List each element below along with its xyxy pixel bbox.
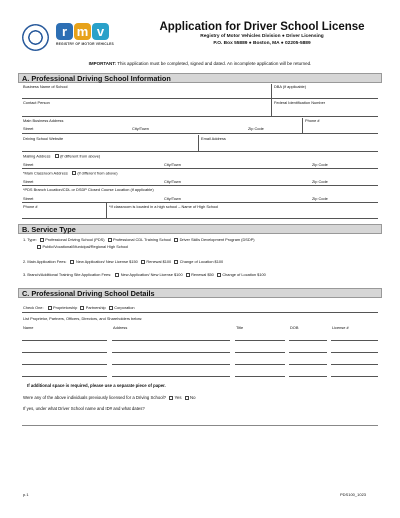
entity-corporation[interactable] (109, 305, 135, 310)
website-field[interactable] (22, 151, 378, 152)
street-label: Street (23, 162, 34, 167)
branch-location-label: *PDS Branch Location/CDL or DSDP Closed Course Location (if applicable) (23, 187, 154, 192)
type-option-dsdp[interactable] (174, 237, 255, 242)
service-type-row-2 (37, 244, 131, 249)
previous-license-no[interactable] (185, 395, 196, 400)
street-label: Street (23, 126, 34, 131)
owner-row-field[interactable] (331, 364, 378, 365)
phone-label: Phone # (23, 204, 38, 209)
previous-license-yes[interactable] (169, 395, 182, 400)
classroom-address-label: *Main Classroom Address (23, 170, 68, 176)
high-school-field[interactable] (22, 218, 378, 219)
checkbox[interactable] (109, 306, 113, 310)
logo-subtitle: REGISTRY OF MOTOR VEHICLES (56, 42, 114, 46)
zip-label: Zip Code (312, 196, 328, 201)
column-dob: DOB (290, 325, 299, 330)
divider (302, 118, 303, 134)
note-text: If additional space is required, please use a separate piece of paper. (27, 383, 166, 388)
type-label: 1. Type: (23, 237, 37, 242)
type-option-pds[interactable] (40, 237, 105, 242)
option-label: New Application/ New License $150 (75, 259, 138, 264)
column-name: Name (23, 325, 34, 330)
logo-letter-r: r (56, 23, 73, 40)
mailing-address-field[interactable] (22, 168, 378, 169)
email-label: Email Address (201, 136, 226, 141)
option-label: Partnership (85, 305, 106, 310)
option-label: Yes (174, 395, 182, 400)
owner-row-field[interactable] (331, 376, 378, 377)
owner-row-field[interactable] (22, 364, 107, 365)
owner-row-field[interactable] (112, 376, 230, 377)
classroom-address-row (23, 171, 118, 175)
branch-location-field[interactable] (22, 202, 378, 203)
main-fee-new[interactable] (70, 259, 137, 264)
dba-label: DBA (if applicable) (274, 84, 307, 89)
mailing-diff-label: (if different from above) (60, 153, 101, 159)
city-label: City/Town (164, 179, 181, 184)
column-title: Title (236, 325, 244, 330)
checkbox[interactable] (70, 260, 74, 264)
checkbox[interactable] (217, 273, 221, 277)
checkbox[interactable] (48, 306, 52, 310)
business-name-field[interactable] (22, 98, 378, 99)
phone-label: Phone # (305, 118, 320, 123)
entity-proprietorship[interactable] (48, 305, 78, 310)
owner-row-field[interactable] (112, 340, 230, 341)
rmv-logo (56, 23, 114, 46)
form-code: PDS100_1023 (340, 492, 367, 497)
logo-letter-v: v (92, 23, 109, 40)
main-fee-renewal[interactable] (141, 259, 171, 264)
state-seal-icon (22, 24, 49, 51)
owner-row-field[interactable] (289, 376, 327, 377)
option-label: Driver Skills Development Program (DSDP) (179, 237, 255, 242)
important-text: This application must be completed, signed and dated. An incomplete application will be returned. (117, 61, 312, 66)
checkbox[interactable] (37, 245, 41, 249)
previous-license-question: Were any of the above individuals previously licensed for a Driving School? (23, 395, 166, 400)
owner-row-field[interactable] (235, 340, 285, 341)
owner-row-field[interactable] (235, 352, 285, 353)
owner-row-field[interactable] (112, 352, 230, 353)
if-yes-question: If yes, under what Driver School name and ID# and what dates? (23, 406, 145, 411)
high-school-label: *If classroom is located in a high school – Name of High School (109, 204, 219, 209)
checkbox[interactable] (169, 396, 173, 400)
checkbox[interactable] (185, 396, 189, 400)
option-label: Change of Location $100 (179, 259, 224, 264)
zip-label: Zip Code (312, 179, 328, 184)
option-label: Corporation (114, 305, 135, 310)
main-address-label: Main Business Address (23, 118, 64, 123)
owner-row-field[interactable] (331, 340, 378, 341)
check-one-label: Check One: (23, 305, 44, 310)
owner-row-field[interactable] (22, 352, 107, 353)
checkbox[interactable] (108, 238, 112, 242)
contact-person-field[interactable] (22, 116, 378, 117)
additional-space-note (27, 383, 166, 388)
zip-label: Zip Code (312, 162, 328, 167)
main-fees-label: 2. Main Application Fees: (23, 259, 67, 264)
owner-row-field[interactable] (22, 340, 107, 341)
city-label: City/Town (164, 162, 181, 167)
owner-row-field[interactable] (235, 364, 285, 365)
branch-fees-label: 3. Branch/Additional Training Site Application Fees: (23, 272, 112, 277)
mailing-diff-checkbox[interactable] (55, 154, 59, 158)
owner-row-field[interactable] (22, 376, 107, 377)
branch-fee-renewal[interactable] (186, 272, 214, 277)
option-label: Proprietorship (53, 305, 78, 310)
option-label: Renewal $100 (146, 259, 172, 264)
mailing-address-row (23, 154, 100, 158)
option-label: Professional CDL Training School (113, 237, 172, 242)
section-a-heading: A. Professional Driving School Information (18, 73, 382, 83)
contact-person-label: Contact Person (23, 100, 50, 105)
important-label: IMPORTANT: (88, 61, 117, 66)
option-label: No (190, 395, 196, 400)
section-b-heading: B. Service Type (18, 224, 382, 234)
page-title: Application for Driver School License (159, 21, 365, 33)
main-fee-change[interactable] (174, 259, 223, 264)
divider (22, 312, 378, 313)
section-c-heading: C. Professional Driving School Details (18, 288, 382, 298)
website-label: Driving School Website (23, 136, 64, 141)
checkbox[interactable] (141, 260, 145, 264)
branch-fee-change[interactable] (217, 272, 266, 277)
street-label: Street (23, 179, 34, 184)
zip-label: Zip Code (248, 126, 264, 131)
business-name-label: Business Name of School (23, 84, 68, 89)
option-label: Public/Vocational/Municipal/Regional High School (42, 244, 129, 249)
important-notice (0, 61, 400, 66)
classroom-diff-label: (if different from above) (77, 170, 118, 176)
checkbox[interactable] (186, 273, 190, 277)
owner-row-field[interactable] (289, 364, 327, 365)
division-subtitle: Registry of Motor Vehicles Division ● Driver Licensing (200, 34, 324, 39)
service-type-row (23, 237, 258, 242)
city-label: City/Town (132, 126, 149, 131)
mailing-address-label: Mailing Address (23, 153, 51, 159)
checkbox[interactable] (40, 238, 44, 242)
divider (198, 135, 199, 151)
classroom-address-field[interactable] (22, 185, 378, 186)
street-label: Street (23, 196, 34, 201)
classroom-diff-checkbox[interactable] (72, 171, 76, 175)
owner-row-field[interactable] (331, 352, 378, 353)
option-label: New Application/ New License $100 (120, 272, 183, 277)
option-label: Change of Location $100 (222, 272, 266, 277)
answer-line[interactable] (22, 425, 378, 426)
type-option-cdl[interactable] (108, 237, 172, 242)
federal-id-label: Federal Identification Number (274, 100, 326, 105)
owner-row-field[interactable] (289, 340, 327, 341)
branch-fees-row (23, 272, 269, 277)
list-instruction: List Proprietor, Partners, Officers, Directors, and Shareholders below: (23, 316, 143, 321)
previous-license-row (23, 395, 199, 400)
page-number: p.1 (23, 492, 29, 497)
main-address-field[interactable] (22, 133, 378, 134)
divider (106, 203, 107, 218)
owner-row-field[interactable] (112, 364, 230, 365)
branch-fee-new[interactable] (115, 272, 182, 277)
owner-row-field[interactable] (235, 376, 285, 377)
rmv-logo-letters (56, 23, 114, 40)
checkbox[interactable] (115, 273, 119, 277)
main-fees-row (23, 259, 226, 264)
checkbox[interactable] (174, 260, 178, 264)
logo-letter-m: m (74, 23, 91, 40)
checkbox[interactable] (174, 238, 178, 242)
address-subtitle: P.O. Box 55889 ● Boston, MA ● 02205-5889 (213, 41, 311, 46)
owner-row-field[interactable] (289, 352, 327, 353)
entity-partnership[interactable] (80, 305, 105, 310)
entity-type-row (23, 305, 138, 310)
type-option-high-school[interactable] (37, 244, 128, 249)
column-license: License # (332, 325, 349, 330)
checkbox[interactable] (80, 306, 84, 310)
option-label: Professional Driving School (PDS) (45, 237, 105, 242)
option-label: Renewal $50 (191, 272, 214, 277)
divider (271, 84, 272, 116)
column-address: Address (113, 325, 128, 330)
city-label: City/Town (164, 196, 181, 201)
